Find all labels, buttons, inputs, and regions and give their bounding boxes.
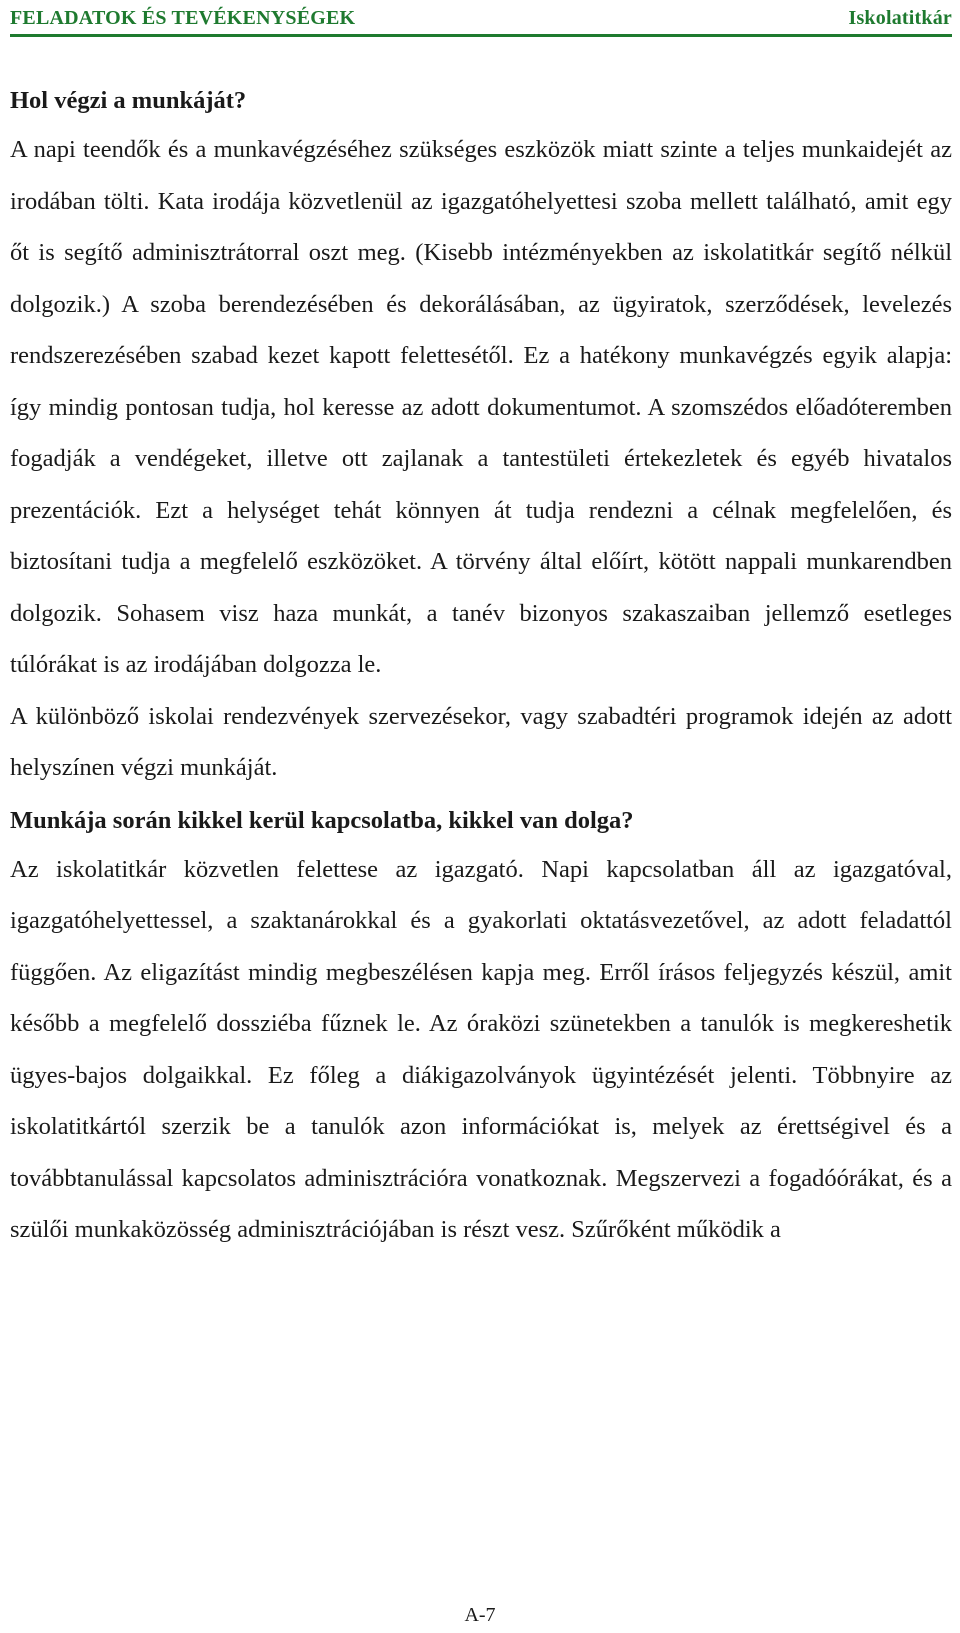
- section-heading-workplace: Hol végzi a munkáját?: [10, 87, 247, 114]
- paragraph-contacts-1: Az iskolatitkár közvetlen felettese az igazgató. Napi kapcsolatban áll az igazgatóval, igazgatóhelyettessel, a szaktanárokkal és a gyakorlati oktatásvezetővel, az adott feladattól függően. Az eligazítást mindig megbeszélésen kapja meg. Erről írásos feljegyzés készül, amit később a megfelelő dossziéba fűznek le. Az óraközi szünetekben a tanulók is megkereshetik ügyes-bajos dolgaikkal. Ez főleg a diákigazolványok ügyintézését jelenti. Többnyire az iskolatitkártól szerzik be a tanulók azon információkat is, melyek az érettségivel és a továbbtanulással kapcsolatos adminisztrációra vonatkoznak. Megszervezi a fogadóórákat, és a szülői munkaközösség adminisztrációjában is részt vesz. Szűrőként működik a: [10, 855, 952, 1243]
- paragraph-workplace-1: A napi teendők és a munkavégzéséhez szükséges eszközök miatt szinte a teljes munkaidejét az irodában tölti. Kata irodája közvetlenül az igazgatóhelyettesi szoba mellett található, amit egy őt is segítő adminisztrátorral oszt meg. (Kisebb intézményekben az iskolatitkár segítő nélkül dolgozik.) A szoba berendezésében és dekorálásában, az ügyiratok, szerződések, levelezés rendszerezésében szabad kezet kapott felettesétől. Ez a hatékony munkavégzés egyik alapja: így mindig pontosan tudja, hol keresse az adott dokumentumot. A szomszédos előadóteremben fogadják a vendégeket, illetve ott zajlanak a tantestületi értekezletek és egyéb hivatalos prezentációk. Ezt a helységet tehát könnyen át tudja rendezni a célnak megfelelően, és biztosítani tudja a megfelelő eszközöket. A törvény által előírt, kötött nappali munkarendben dolgozik. Sohasem visz haza munkát, a tanév bizonyos szakaszaiban jellemző esetleges túlórákat is az irodájában dolgozza le.: [10, 136, 952, 678]
- header-chapter-title: FELADATOK ÉS TEVÉKENYSÉGEK: [10, 7, 356, 29]
- header-occupation-title: Iskolatitkár: [848, 7, 952, 29]
- page-number: A-7: [464, 1604, 496, 1626]
- running-header: [10, 4, 952, 30]
- paragraph-workplace-2: A különböző iskolai rendezvények szervezésekor, vagy szabadtéri programok idején az adott helyszínen végzi munkáját.: [10, 702, 952, 781]
- header-rule: [10, 34, 952, 37]
- document-body: [10, 78, 952, 1256]
- section-heading-contacts: Munkája során kikkel kerül kapcsolatba, kikkel van dolga?: [10, 806, 634, 834]
